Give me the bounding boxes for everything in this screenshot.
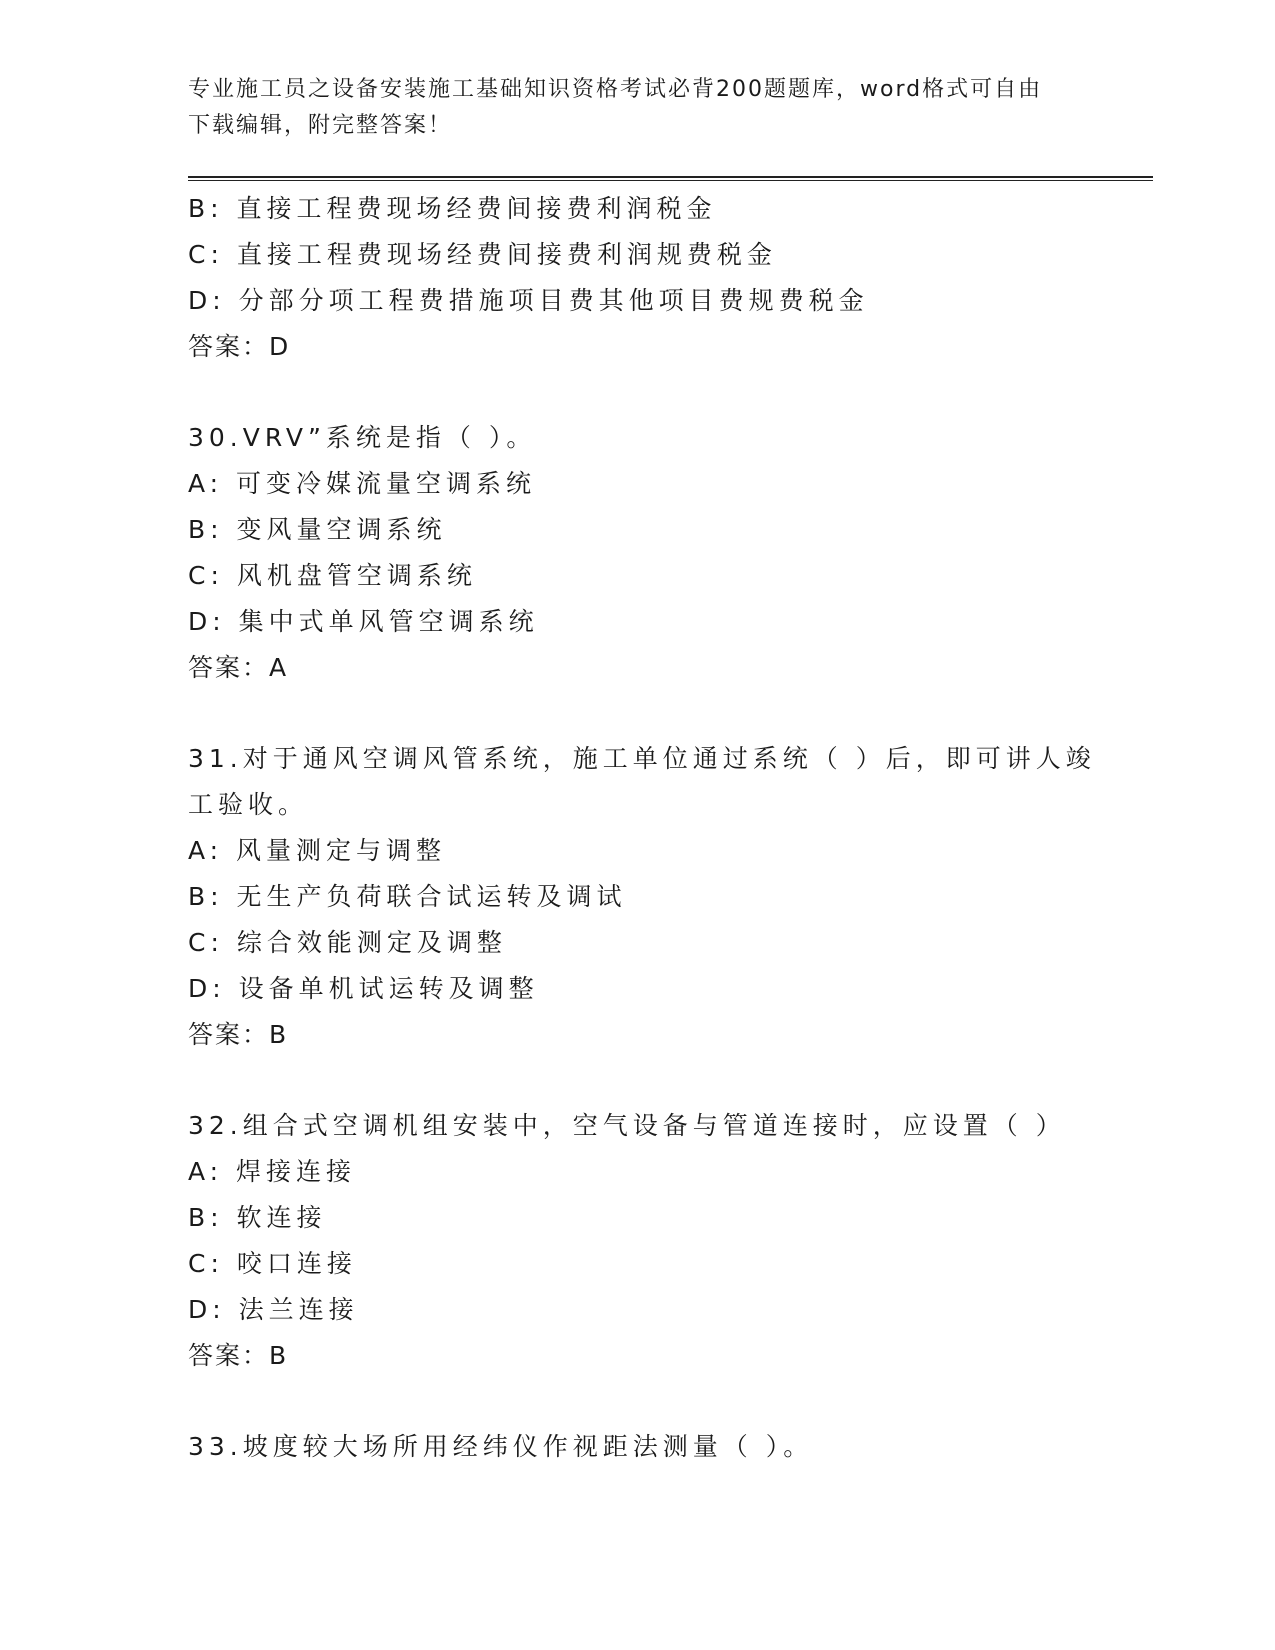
option-b: B: 直接工程费现场经费间接费利润税金 — [188, 194, 717, 223]
option-a: A: 可变冷媒流量空调系统 — [188, 469, 537, 498]
question-32 — [188, 1103, 1148, 1379]
option-c: C: 直接工程费现场经费间接费利润规费税金 — [188, 240, 777, 269]
question-stem: 33.坡度较大场所用经纬仪作视距法测量（ ）。 — [188, 1432, 814, 1461]
option-a: A: 风量测定与调整 — [188, 836, 447, 865]
question-stem: 32.组合式空调机组安装中，空气设备与管道连接时，应设置（ ） — [188, 1111, 1066, 1140]
option-d: D: 设备单机试运转及调整 — [188, 974, 539, 1003]
option-b: B: 变风量空调系统 — [188, 515, 447, 544]
answer: 答案：B — [188, 1341, 289, 1370]
question-29 — [188, 186, 1148, 370]
document-header — [188, 72, 1088, 144]
option-c: C: 风机盘管空调系统 — [188, 561, 477, 590]
question-stem-line-1: 31.对于通风空调风管系统，施工单位通过系统（ ）后，即可讲人竣 — [188, 744, 1096, 773]
question-stem: 30.VRV”系统是指（ ）。 — [188, 423, 537, 452]
question-list — [188, 186, 1148, 1470]
question-31 — [188, 736, 1148, 1058]
question-stem-line-2: 工验收。 — [188, 790, 309, 819]
option-a: A: 焊接连接 — [188, 1157, 357, 1186]
answer: 答案：A — [188, 653, 289, 682]
option-b: B: 软连接 — [188, 1203, 327, 1232]
header-line-2: 下载编辑，附完整答案！ — [188, 113, 453, 138]
answer: 答案：D — [188, 332, 291, 361]
answer: 答案：B — [188, 1020, 289, 1049]
option-d: D: 法兰连接 — [188, 1295, 359, 1324]
option-c: C: 咬口连接 — [188, 1249, 357, 1278]
question-33 — [188, 1424, 1148, 1470]
option-d: D: 集中式单风管空调系统 — [188, 607, 539, 636]
question-30 — [188, 415, 1148, 691]
header-divider — [188, 176, 1153, 181]
option-b: B: 无生产负荷联合试运转及调试 — [188, 882, 627, 911]
option-d: D: 分部分项工程费措施项目费其他项目费规费税金 — [188, 286, 869, 315]
option-c: C: 综合效能测定及调整 — [188, 928, 507, 957]
header-line-1: 专业施工员之设备安装施工基础知识资格考试必背200题题库，word格式可自由 — [188, 77, 1043, 102]
